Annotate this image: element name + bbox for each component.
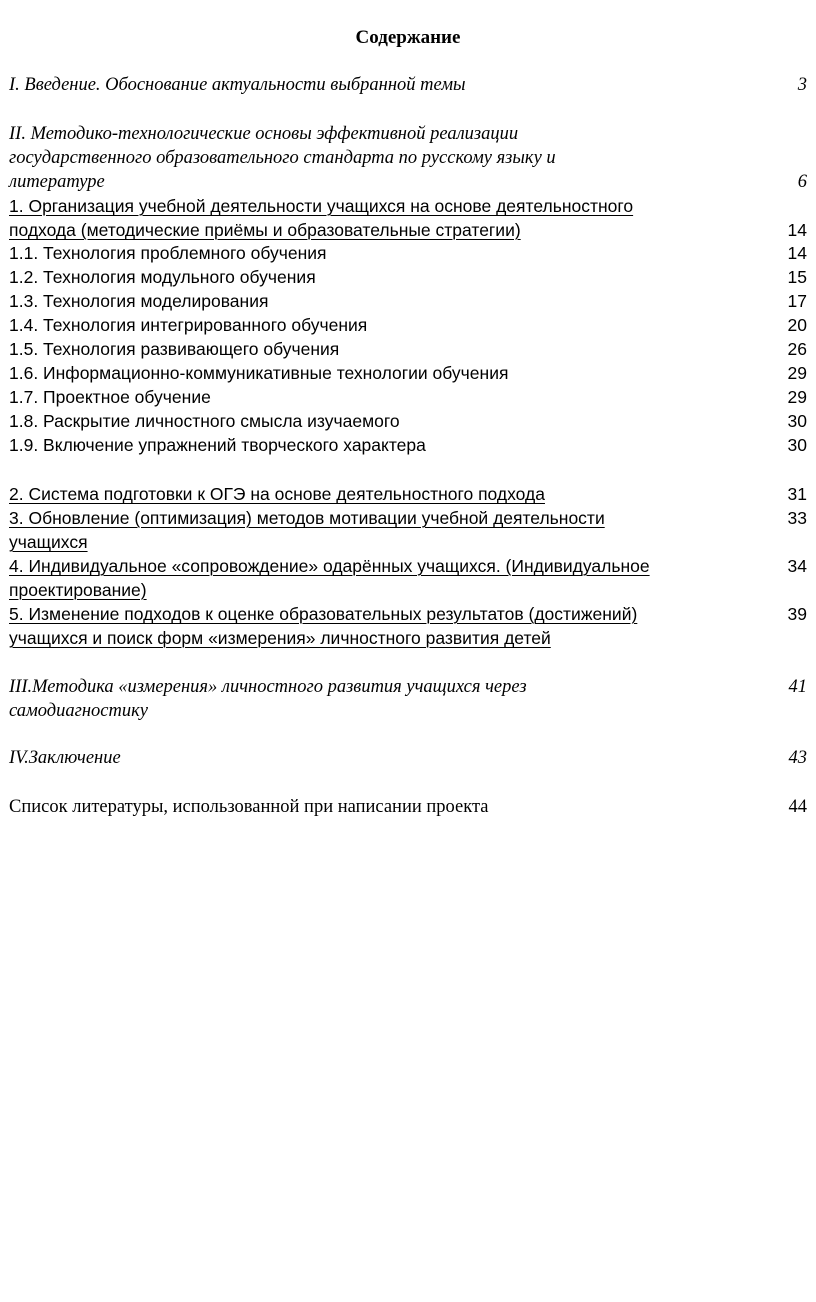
toc-entry-1-4 [9,313,807,337]
toc-entry-section-1 [9,194,807,242]
toc-entry-text: учащихся [9,532,88,552]
toc-page-number: 29 [787,387,807,407]
toc-entry-text: государственного образовательного стандарта по русскому языку и [9,148,556,168]
toc-entry-text: учащихся и поиск форм «измерения» личностного развития детей [9,628,551,648]
toc-entry-text: 1.6. Информационно-коммуникативные технологии обучения [9,363,509,383]
toc-entry-1-6 [9,361,807,385]
toc-entry-section-2 [9,482,807,506]
toc-entry-text: 1.4. Технология интегрированного обучения [9,315,368,335]
toc-entry-text: III.Методика «измерения» личностного развития учащихся через [9,677,527,697]
toc-entry-1-3 [9,289,807,313]
toc-entry-1-9 [9,433,807,457]
toc-page-number: 14 [787,220,807,240]
toc-entry-text: подхода (методические приёмы и образовательные стратегии) [9,220,521,240]
toc-entry-text: 1.5. Технология развивающего обучения [9,339,340,359]
toc-entry-1-1 [9,241,807,265]
toc-page-number: 20 [787,315,807,335]
toc-page-number: 43 [788,748,807,768]
toc-page-number: 41 [788,677,807,697]
toc-entry-chapter-3 [9,675,807,723]
toc-page-number: 3 [797,75,807,95]
toc-page-number: 26 [787,339,807,359]
page-title: Содержание [355,27,461,48]
toc-entry-1-2 [9,265,807,289]
toc-page-number: 14 [787,243,807,263]
toc-entry-text: Список литературы, использованной при написании проекта [9,797,489,817]
toc-page-number: 17 [787,291,807,311]
toc-entry-1-5 [9,337,807,361]
toc-entry-text: IV.Заключение [9,748,121,768]
toc-entry-text: 1.3. Технология моделирования [9,291,269,311]
toc-entry-introduction [9,73,807,97]
toc-page-number: 15 [787,267,807,287]
toc-entry-text: проектирование) [9,580,147,600]
toc-page-number: 29 [787,363,807,383]
toc-entry-text: 3. Обновление (оптимизация) методов мотивации учебной деятельности [9,508,605,528]
toc-entry-chapter-2 [9,122,807,194]
toc-page-number: 44 [788,797,807,817]
toc-entry-text: самодиагностику [9,701,148,721]
toc-entry-section-3 [9,506,807,554]
toc-page-number: 30 [787,435,807,455]
toc-page-number: 31 [787,484,807,504]
toc-entry-section-5 [9,602,807,650]
toc-entry-text: II. Методико-технологические основы эффективной реализации [9,124,519,144]
toc-page-number: 34 [787,556,807,576]
toc-page-number: 6 [797,172,807,192]
toc-entry-text: литературе [9,172,105,192]
toc-entry-1-7 [9,385,807,409]
toc-entry-text: 1.9. Включение упражнений творческого характера [9,435,426,455]
toc-page-number: 39 [787,604,807,624]
toc-entry-text: 1. Организация учебной деятельности учащихся на основе деятельностного [9,196,634,216]
toc-entry-conclusion [9,746,807,770]
toc-entry-1-8 [9,409,807,433]
toc-entry-text: 1.2. Технология модульного обучения [9,267,316,287]
toc-entry-text: 1.7. Проектное обучение [9,387,211,407]
toc-entry-section-4 [9,554,807,602]
toc-entry-bibliography [9,795,807,819]
toc-entry-text: 1.8. Раскрытие личностного смысла изучаемого [9,411,400,431]
toc-entry-text: 4. Индивидуальное «сопровождение» одарённых учащихся. (Индивидуальное [9,556,650,576]
toc-entry-text: 5. Изменение подходов к оценке образовательных результатов (достижений) [9,604,638,624]
toc-entry-text: I. Введение. Обоснование актуальности выбранной темы [9,75,466,95]
toc-entry-text: 2. Система подготовки к ОГЭ на основе деятельностного подхода [9,484,545,504]
toc-entry-text: 1.1. Технология проблемного обучения [9,243,327,263]
toc-page-number: 33 [787,508,807,528]
toc-page-number: 30 [787,411,807,431]
